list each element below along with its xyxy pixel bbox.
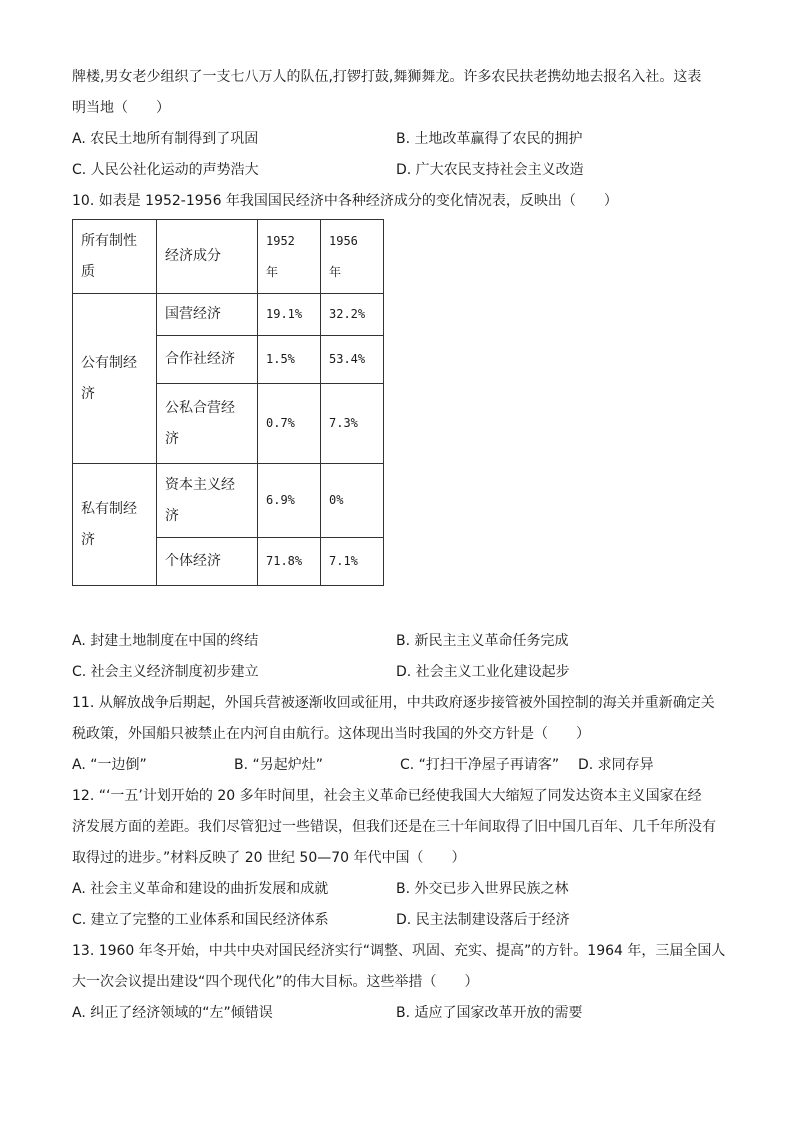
spacer (72, 586, 722, 626)
q12-stem-line-3: 取得过的进步。”材料反映了 20 世纪 50—70 年代中国（ ） (72, 850, 466, 866)
q9-option-c: C. 人民公社化运动的声势浩大 (72, 162, 259, 178)
q13-stem-line-2: 大一次会议提出建设“四个现代化”的伟大目标。这些举措（ ） (72, 974, 479, 990)
q12-stem-line-1: 12. “‘一五’计划开始的 20 多年时间里，社会主义革命已经使我国大大缩短了同发达资本主义国家在经 (72, 788, 702, 804)
economy-table (72, 219, 384, 586)
q9-option-a: A. 农民土地所有制得到了巩固 (72, 131, 259, 147)
q12-option-b: B. 外交已步入世界民族之林 (396, 881, 569, 897)
component-name: 合作社经济 (157, 336, 258, 384)
q12-option-a: A. 社会主义革命和建设的曲折发展和成就 (72, 881, 329, 897)
public-ownership-line-1: 公有制经 (81, 354, 137, 371)
private-ownership-line-2: 济 (81, 531, 95, 548)
value-1952: 0.7% (258, 384, 321, 464)
component-name: 国营经济 (157, 294, 258, 336)
component-name-line-1: 资本主义经 (165, 476, 235, 493)
component-name-line-2: 济 (165, 507, 179, 524)
component-name (157, 464, 258, 538)
q9-options-row-1 (72, 124, 722, 155)
table-header-row (73, 220, 384, 294)
value-1952: 71.8% (258, 538, 321, 586)
public-ownership-line-2: 济 (81, 385, 95, 402)
q12-option-d: D. 民主法制建设落后于经济 (396, 912, 570, 928)
q10-option-b: B. 新民主主义革命任务完成 (396, 633, 569, 649)
q9-stem-line-1: 牌楼,男女老少组织了一支七八万人的队伍,打锣打鼓,舞狮舞龙。许多农民扶老携幼地去报名入社。这表 (72, 69, 702, 85)
component-name-line-2: 济 (165, 430, 179, 447)
value-1952: 19.1% (258, 294, 321, 336)
component-name (157, 384, 258, 464)
value-1952: 1.5% (258, 336, 321, 384)
q13-option-a: A. 纠正了经济领域的“左”倾错误 (72, 1005, 273, 1021)
q11-option-d: D. 求同存异 (578, 757, 654, 773)
q12-options-row-1 (72, 874, 722, 905)
q10-options-row-1 (72, 626, 722, 657)
q13-stem-line-1: 13. 1960 年冬开始，中共中央对国民经济实行“调整、巩固、充实、提高”的方针。1964 年，三届全国人 (72, 943, 726, 959)
q10-options-row-2 (72, 657, 722, 688)
q13-options-row-1 (72, 998, 722, 1029)
table-row (73, 294, 384, 336)
public-ownership-cell (73, 294, 157, 464)
q9-options-row-2 (72, 155, 722, 186)
q10-option-d: D. 社会主义工业化建设起步 (396, 664, 570, 680)
header-component: 经济成分 (157, 220, 258, 294)
q9-option-d: D. 广大农民支持社会主义改造 (396, 162, 584, 178)
private-ownership-line-1: 私有制经 (81, 500, 137, 517)
q12-option-c: C. 建立了完整的工业体系和国民经济体系 (72, 912, 329, 928)
exam-page (72, 62, 726, 1029)
q11-stem-line-1: 11. 从解放战争后期起，外国兵营被逐渐收回或征用，中共政府逐步接管被外国控制的海关并重新确定关 (72, 695, 715, 711)
header-1956: 1956 年 (321, 220, 384, 294)
value-1952: 6.9% (258, 464, 321, 538)
q11-option-b: B. “另起炉灶” (234, 757, 324, 773)
header-1952: 1952 年 (258, 220, 321, 294)
q9-option-b: B. 土地改革赢得了农民的拥护 (396, 131, 583, 147)
q10-stem: 10. 如表是 1952-1956 年我国国民经济中各种经济成分的变化情况表，反映出（ ） (72, 193, 618, 209)
q13-option-b: B. 适应了国家改革开放的需要 (396, 1005, 583, 1021)
header-ownership (73, 220, 157, 294)
q11-stem-line-2: 税政策，外国船只被禁止在内河自由航行。这体现出当时我国的外交方针是（ ） (72, 726, 590, 742)
header-ownership-line-2: 质 (81, 263, 95, 280)
table-row (73, 464, 384, 538)
value-1956: 7.3% (321, 384, 384, 464)
header-ownership-line-1: 所有制性 (81, 232, 137, 249)
component-name: 个体经济 (157, 538, 258, 586)
q10-option-c: C. 社会主义经济制度初步建立 (72, 664, 259, 680)
q12-options-row-2 (72, 905, 722, 936)
component-name-line-1: 公私合营经 (165, 399, 235, 416)
value-1956: 7.1% (321, 538, 384, 586)
q11-option-a: A. “一边倒” (72, 757, 147, 773)
value-1956: 32.2% (321, 294, 384, 336)
q11-option-c: C. “打扫干净屋子再请客” (400, 757, 560, 773)
q12-stem-line-2: 济发展方面的差距。我们尽管犯过一些错误，但我们还是在三十年间取得了旧中国几百年、几千年所没有 (72, 819, 716, 835)
q10-option-a: A. 封建土地制度在中国的终结 (72, 633, 259, 649)
private-ownership-cell (73, 464, 157, 586)
value-1956: 0% (321, 464, 384, 538)
q11-options-row (72, 750, 722, 781)
value-1956: 53.4% (321, 336, 384, 384)
q9-stem-line-2: 明当地（ ） (72, 100, 170, 116)
